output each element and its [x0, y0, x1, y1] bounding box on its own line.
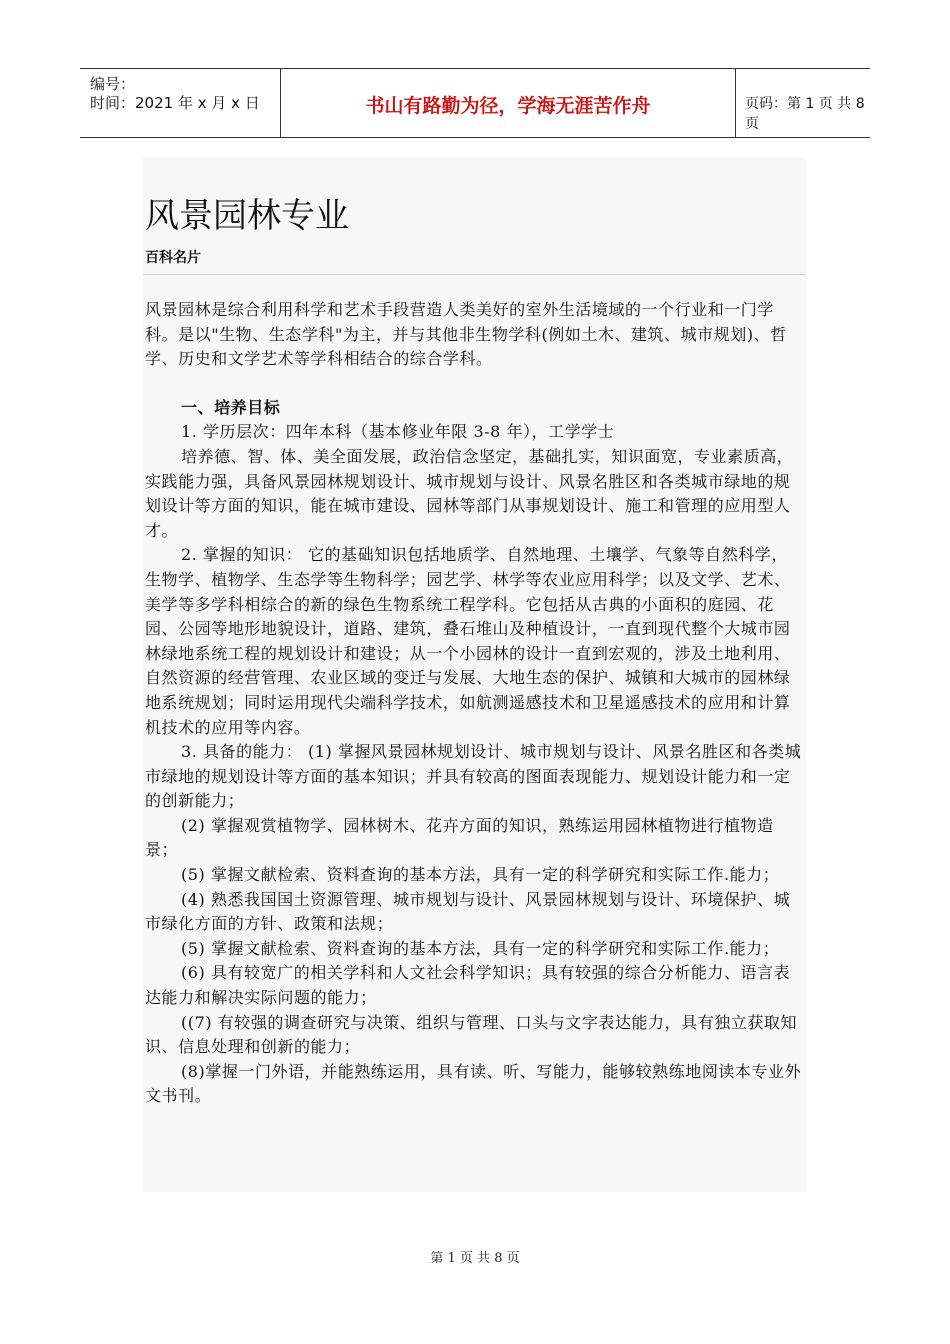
paragraph: (5) 掌握文献检索、资料查询的基本方法，具有一定的科学研究和实际工作.能力；: [181, 938, 780, 958]
section-heading: 一、培养目标: [181, 397, 281, 417]
intro-paragraph: 风景园林是综合利用科学和艺术手段营造人类美好的室外生活境域的一个行业和一门学科。是以"生物、生态学科"为主，并与其他非生物学科(例如土木、建筑、城市规划)、哲学、历史和文学艺术等学科相结合的综合学科。: [145, 300, 787, 369]
paragraph: 2. 掌握的知识： 它的基础知识包括地质学、自然地理、土壤学、气象等自然科学，生物学、植物学、生态学等生物科学；园艺学、林学等农业应用科学；以及文学、艺术、美学等多学科相综合的新的绿色生物系统工程学科。它包括从古典的小面积的庭园、花园、公园等地形地貌设计，道路、建筑，叠石堆山及种植设计，一直到现代整个大城市园林绿地系统工程的规划设计和建设；从一个小园林的设计一直到宏观的，涉及土地利用、自然资源的经营管理、农业区域的变迁与发展、大地生态的保护、城镇和大城市的园林绿地系统规划；同时运用现代尖端科学技术，如航测遥感技术和卫星遥感技术的应用和计算机技术的应用等内容。: [145, 545, 791, 737]
paragraph: ((7) 有较强的调查研究与决策、组织与管理、口头与文字表达能力，具有独立获取知识、信息处理和创新的能力；: [145, 1012, 797, 1057]
header-motto: 书山有路勤为径，学海无涯苦作舟: [365, 95, 651, 117]
paragraph: (6) 具有较宽广的相关学科和人文社会科学知识；具有较强的综合分析能力、语言表达能力和解决实际问题的能力；: [145, 963, 791, 1008]
document-number-label: 编号：: [90, 75, 136, 93]
article-subtitle: 百科名片: [145, 250, 201, 266]
article-title: 风景园林专业: [145, 195, 349, 236]
article-content: [143, 157, 806, 1192]
page-header: [80, 68, 870, 138]
paragraph: 培养德、智、体、美全面发展，政治信念坚定，基础扎实，知识面宽，专业素质高，实践能力强，具备风景园林规划设计、城市规划与设计、风景名胜区和各类城市绿地的规划设计等方面的知识，能在城市建设、园林等部门从事规划设计、施工和管理的应用型人才。: [145, 446, 794, 540]
article-body: [145, 298, 803, 1109]
header-page-cell: [735, 69, 870, 137]
paragraph: (2) 掌握观赏植物学、园林树木、花卉方面的知识，熟练运用园林植物进行植物造景；: [145, 815, 774, 860]
page-footer: 第 1 页 共 8 页: [430, 1251, 520, 1266]
paragraph: 3. 具备的能力： (1) 掌握风景园林规划设计、城市规划与设计、风景名胜区和各类城市绿地的规划设计等方面的基本知识；并具有较高的图面表现能力、规划设计能力和一定的创新能力；: [145, 742, 802, 811]
paragraph: (8)掌握一门外语，并能熟练运用，具有读、听、写能力，能够较熟练地阅读本专业外文书刊。: [145, 1061, 802, 1106]
paragraph: (5) 掌握文献检索、资料查询的基本方法，具有一定的科学研究和实际工作.能力；: [181, 865, 780, 885]
divider: [143, 274, 806, 275]
header-page-info: 页码：第 1 页 共 8 页: [745, 96, 865, 132]
header-motto-cell: [280, 69, 736, 137]
document-date: 时间：2021 年 x 月 x 日: [90, 94, 260, 112]
header-left-cell: [80, 69, 280, 137]
paragraph: (4) 熟悉我国国土资源管理、城市规划与设计、风景园林规划与设计、环境保护、城市绿化方面的方针、政策和法规；: [145, 889, 791, 934]
paragraph: 1. 学历层次：四年本科（基本修业年限 3-8 年），工学学士: [181, 422, 615, 442]
